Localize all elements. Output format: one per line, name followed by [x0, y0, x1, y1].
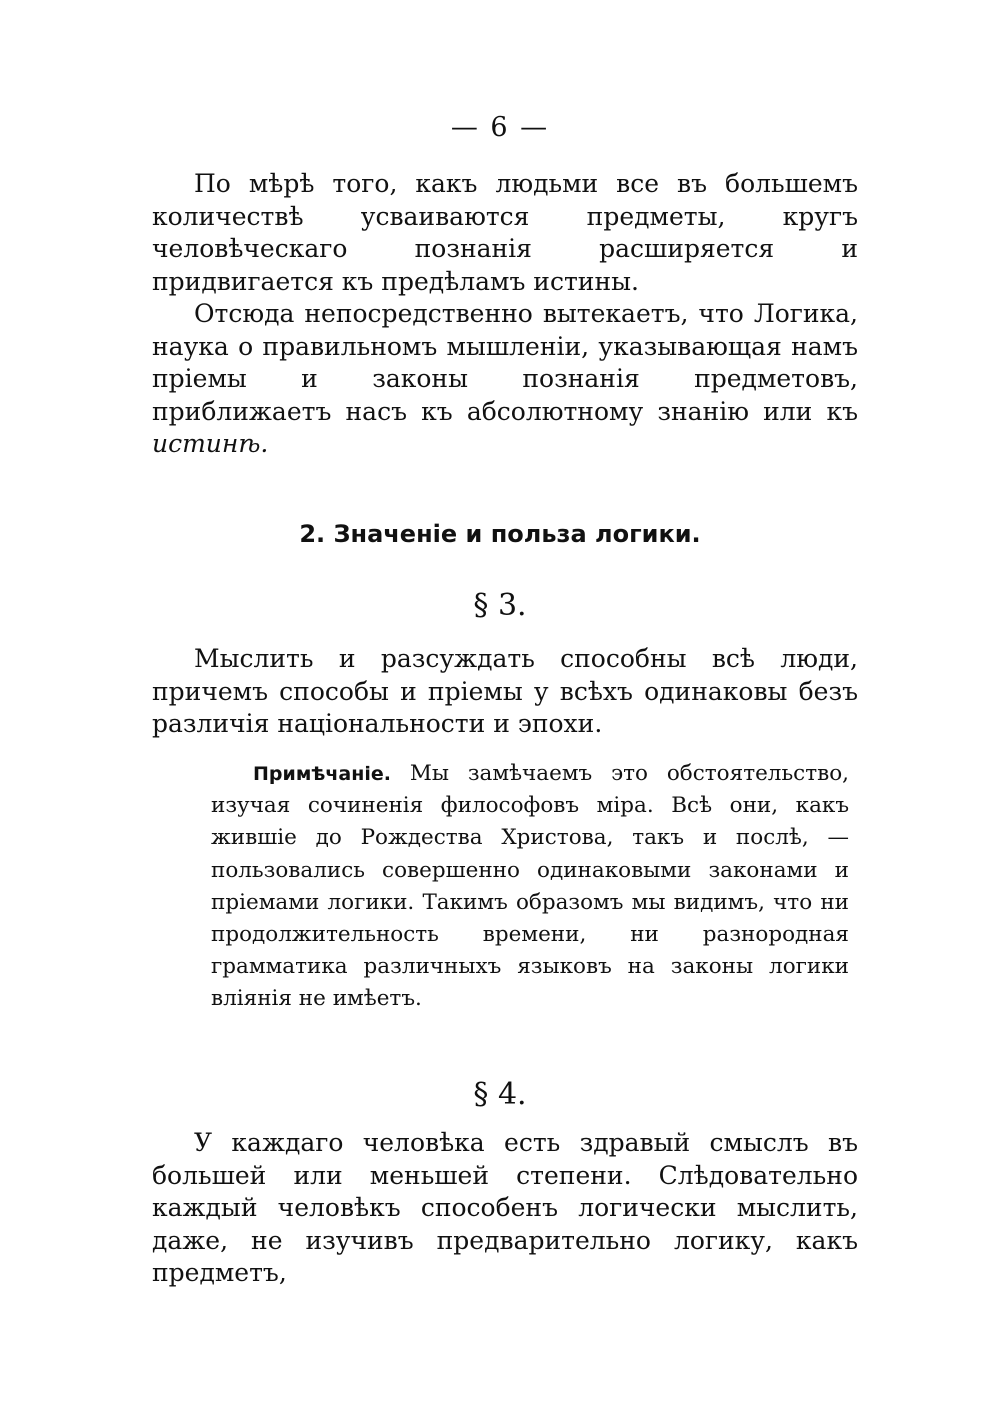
paragraph-2 — [152, 298, 858, 461]
note-block — [211, 758, 849, 1016]
paragraph-2-text: Отсюда непосредственно вытекаетъ, что Логика, наука о правильномъ мышленіи, указывающая намъ пріемы и законы познанія предметовъ, приближаетъ насъ къ абсолютному знанію или къ — [152, 299, 858, 426]
paragraph-1: По мѣрѣ того, какъ людьми все въ большемъ количествѣ усваиваются предметы, кругъ человѣческаго познанія расширяется и придвигается къ предѣламъ истины. — [152, 169, 858, 296]
section-mark-3: § 3. — [473, 588, 527, 623]
section-title: 2. Значеніе и польза логики. — [299, 520, 701, 548]
paragraph-4: У каждаго человѣка есть здравый смыслъ въ большей или меньшей степени. Слѣдовательно каждый человѣкъ способенъ логически мыслить, даже, не изучивъ предварительно логику, какъ предметъ, — [152, 1128, 858, 1287]
note-label: Примѣчаніе. — [253, 763, 391, 785]
paragraph-2-emphasis: истинѣ. — [152, 429, 269, 458]
page-number: — 6 — — [450, 112, 550, 143]
paragraph-3: Мыслить и разсуждать способны всѣ люди, причемъ способы и пріемы у всѣхъ одинаковы безъ различія національности и эпохи. — [152, 644, 858, 738]
section-mark-4: § 4. — [473, 1077, 527, 1112]
note-text: Мы замѣчаемъ это обстоятельство, изучая сочиненія философовъ міра. Всѣ они, какъ жившіе до Рождества Христова, такъ и послѣ, — пользовались совершенно одинаковыми законами и пріемами логики. Такимъ образомъ мы видимъ, что ни продолжительность времени, ни разнородная грамматика различныхъ языковъ на законы логики вліянія не имѣетъ. — [211, 761, 849, 1012]
